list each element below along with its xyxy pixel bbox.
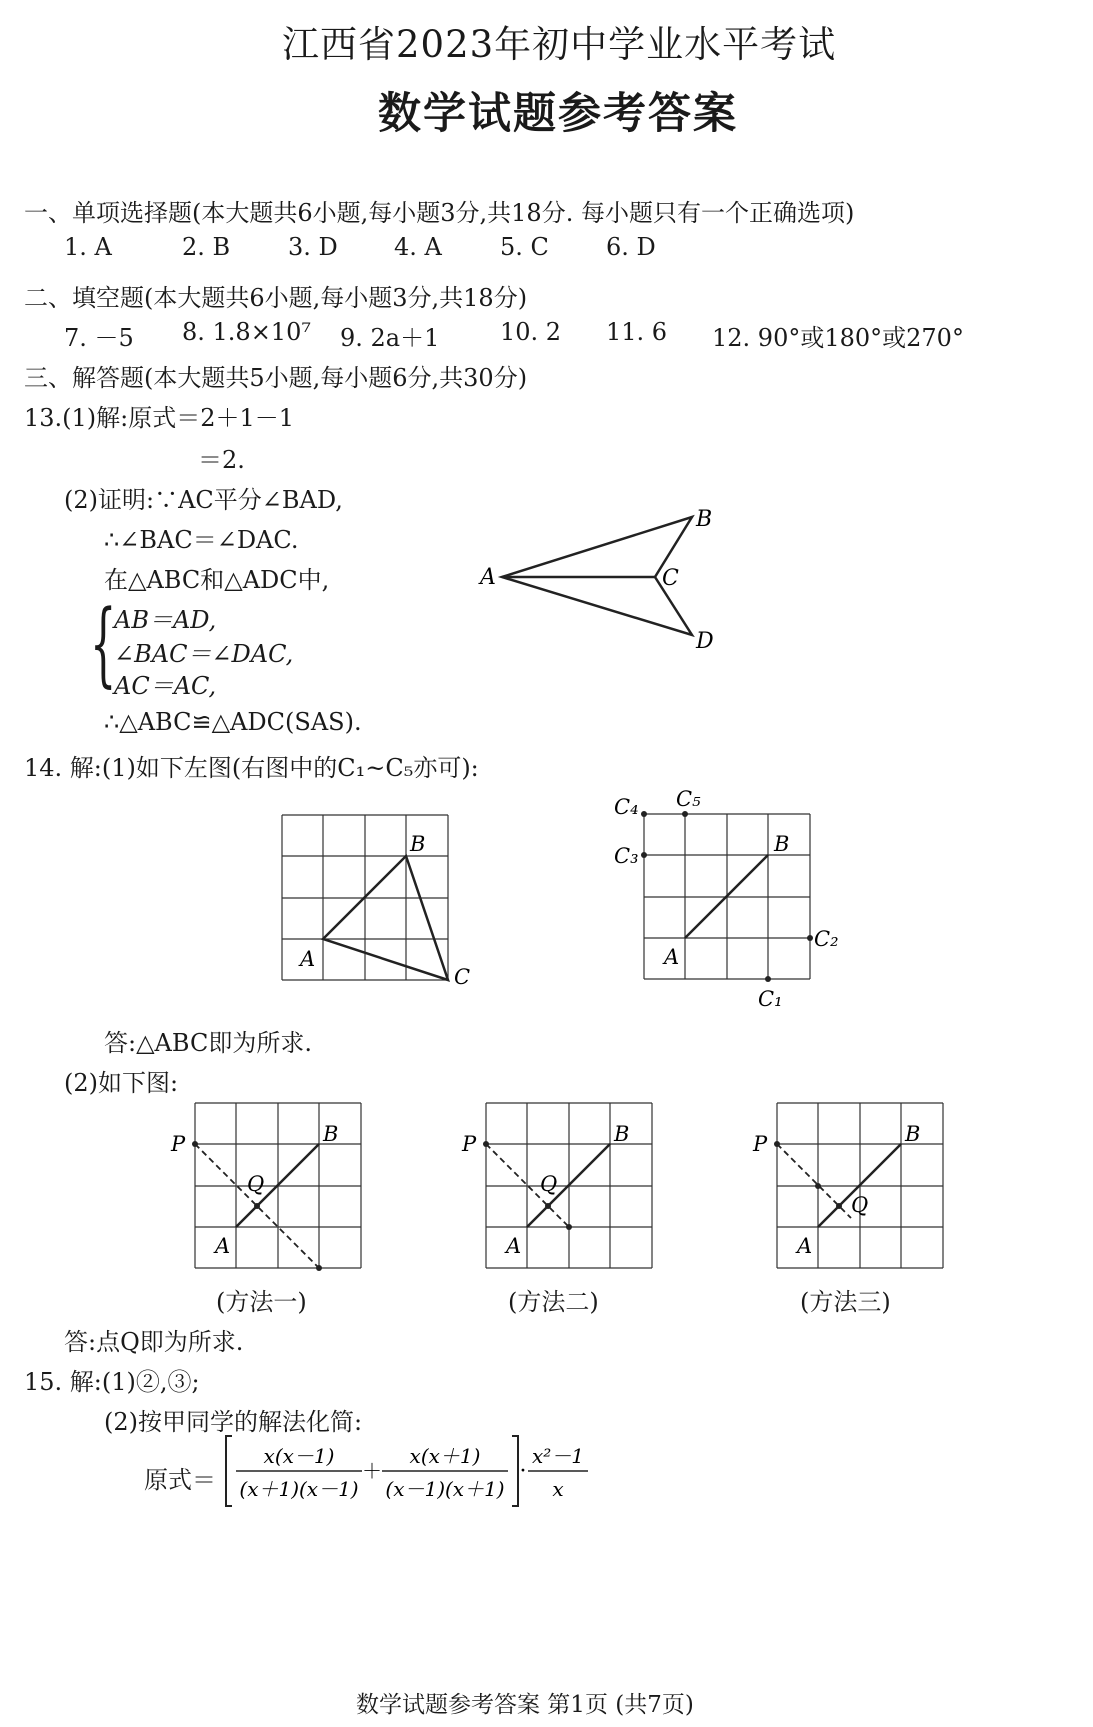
label-a: A [300,947,316,971]
label-c: C [454,965,471,989]
label-p: P [462,1132,477,1156]
answer-11: 11. 6 [606,318,668,346]
method1-caption: (方法一) [216,1288,307,1316]
answer-3: 3. D [288,233,338,261]
doc-subtitle: 数学试题参考答案 [378,89,738,139]
label-c: C [662,566,679,591]
label-c4: C₄ [614,795,639,819]
q13-line5: 在△ABC和△ADC中, [104,566,330,594]
q15-formula [222,1432,612,1512]
answer-6: 6. D [606,233,656,261]
label-b: B [410,832,426,856]
answer-10: 10. 2 [500,318,562,346]
label-b: B [614,1122,630,1146]
answer-9: 9. 2a＋1 [340,324,440,352]
answer-4: 4. A [394,233,442,261]
method2-caption: (方法二) [508,1288,599,1316]
label-q: Q [540,1172,558,1196]
q14-left-grid-figure [270,800,500,1000]
label-b: B [323,1122,339,1146]
label-c3: C₃ [614,844,639,868]
answer-5: 5. C [500,233,549,261]
q15-line1: 15. 解:(1)②,③; [24,1368,200,1396]
label-a: A [506,1234,522,1258]
answer-1: 1. A [64,233,112,261]
q13-sys1: AB＝AD, [114,606,217,634]
dot-operator: · [519,1459,527,1484]
plus-sign: ＋ [362,1459,382,1483]
q14-answer2: 答:点Q即为所求. [64,1328,244,1356]
frac1-numerator: x(x－1) [263,1444,335,1468]
q13-sys2: ∠BAC＝∠DAC, [114,640,294,668]
label-a: A [797,1234,813,1258]
page-footer: 数学试题参考答案 第1页 (共7页) [356,1692,694,1718]
section1-heading: 一、单项选择题(本大题共6小题,每小题3分,共18分. 每小题只有一个正确选项) [24,199,855,227]
label-a: A [215,1234,231,1258]
q13-sys3: AC＝AC, [114,672,217,700]
section3-heading: 三、解答题(本大题共5小题,每小题6分,共30分) [24,364,528,392]
frac2-denominator: (x－1)(x＋1) [385,1477,505,1501]
q13-line2: ＝2. [198,446,245,474]
q13-figure [470,500,730,660]
q13-line6: ∴△ABC≌△ADC(SAS). [104,708,362,736]
method1-figure [165,1095,375,1275]
label-d: D [696,629,714,654]
label-p: P [753,1132,768,1156]
label-c5: C₅ [676,787,701,811]
frac2-numerator: x(x＋1) [409,1444,481,1468]
system-brace: { [90,590,117,697]
method2-figure [456,1095,666,1275]
label-c1: C₁ [758,987,783,1011]
doc-title: 江西省2023年初中学业水平考试 [282,23,837,66]
answer-12: 12. 90°或180°或270° [712,324,964,352]
frac1-denominator: (x＋1)(x－1) [239,1477,359,1501]
q14-line2: (2)如下图: [64,1069,179,1097]
q15-line2: (2)按甲同学的解法化简: [104,1408,363,1436]
section2-heading: 二、填空题(本大题共6小题,每小题3分,共18分) [24,284,528,312]
answer-8: 8. 1.8×10⁷ [182,318,311,346]
q13-line1: 13.(1)解:原式＝2＋1－1 [24,404,295,432]
label-b: B [774,832,790,856]
q14-answer1: 答:△ABC即为所求. [104,1029,312,1057]
label-q: Q [851,1193,869,1217]
label-q: Q [247,1172,265,1196]
label-b: B [696,507,713,532]
label-p: P [171,1132,186,1156]
answer-2: 2. B [182,233,231,261]
q15-lhs: 原式＝ [144,1466,216,1494]
answer-7: 7. －5 [64,324,134,352]
frac3-numerator: x²－1 [531,1444,585,1468]
label-b: B [905,1122,921,1146]
method3-figure [747,1095,957,1275]
q13-line3: (2)证明:∵AC平分∠BAD, [64,486,343,514]
frac3-denominator: x [552,1477,564,1501]
label-a: A [664,945,680,969]
q13-line4: ∴∠BAC＝∠DAC. [104,526,299,554]
q14-line1: 14. 解:(1)如下左图(右图中的C₁~C₅亦可): [24,754,479,782]
q14-right-grid-figure [610,786,860,1016]
label-c2: C₂ [814,927,839,951]
label-a: A [480,565,496,590]
method3-caption: (方法三) [800,1288,891,1316]
